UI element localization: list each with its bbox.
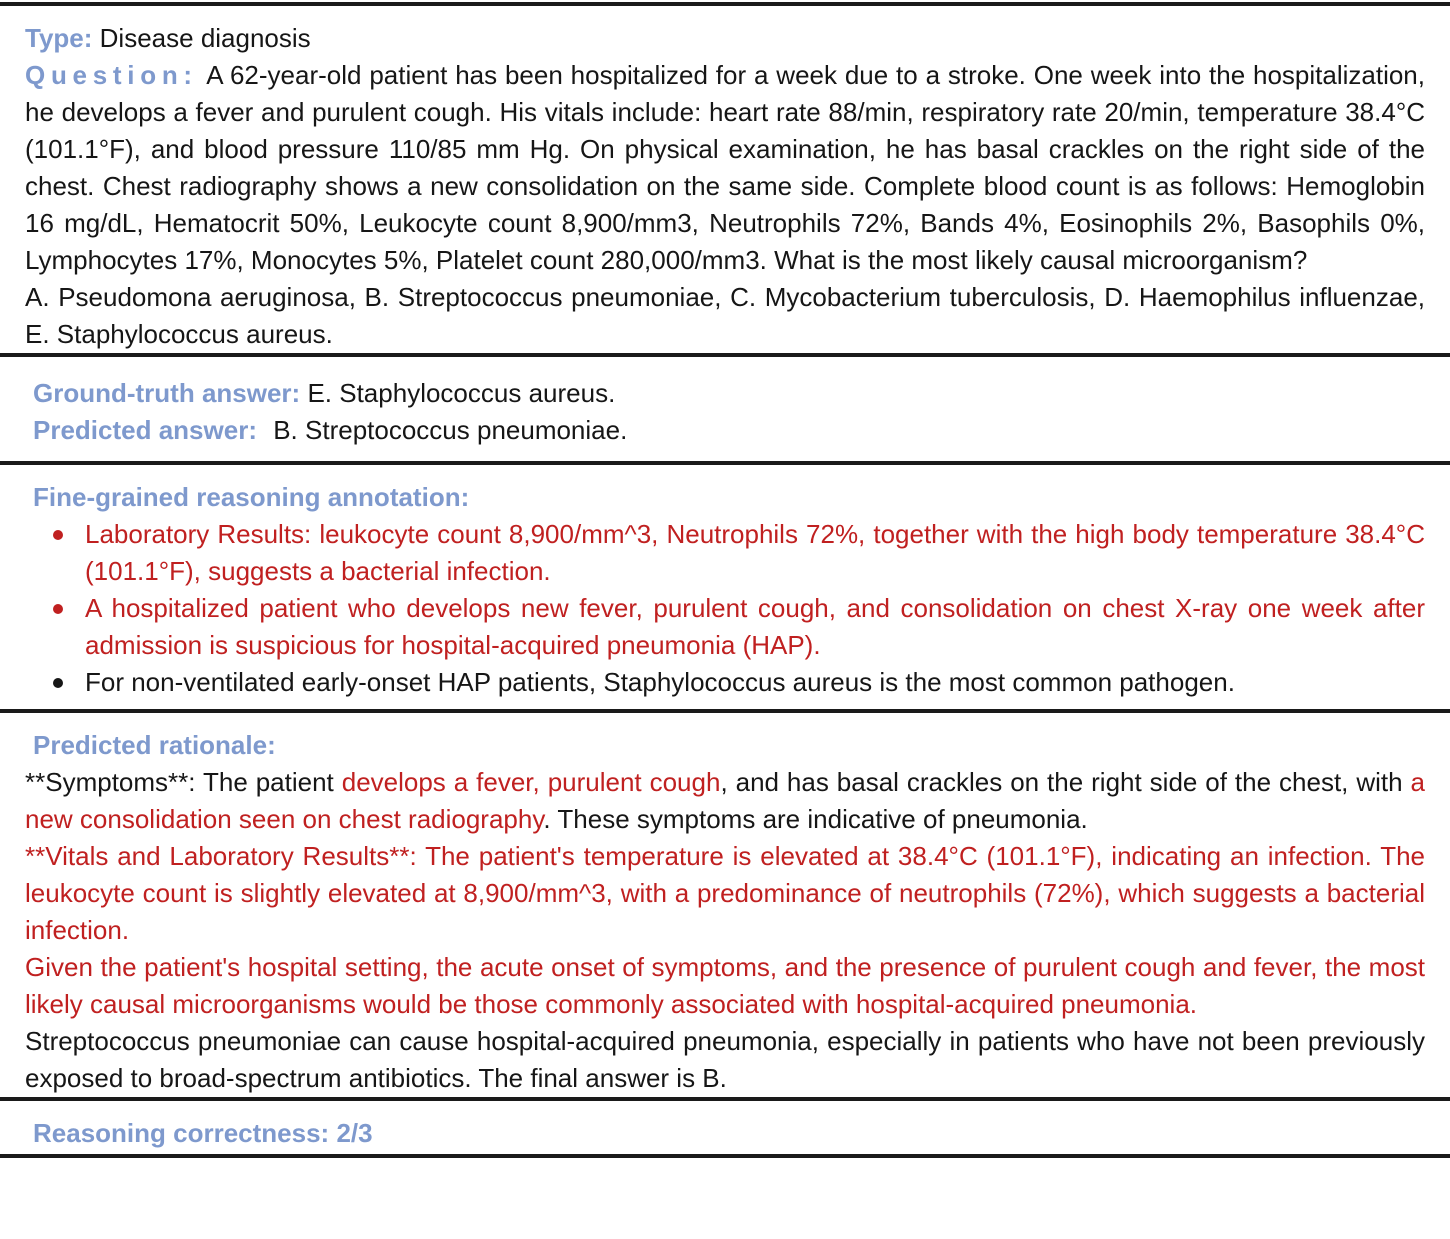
- type-label: Type:: [25, 23, 93, 53]
- annotation-bullet-3: [25, 664, 1425, 701]
- question-label: Question:: [25, 60, 198, 90]
- annotation-bullet-2-text: A hospitalized patient who develops new fever, purulent cough, and consolidation on chest X-ray one week after admission is suspicious for hospital-acquired pneumonia (HAP).: [85, 593, 1425, 660]
- annotation-section: [0, 465, 1450, 709]
- rationale-header: [25, 727, 1425, 764]
- annotation-bullet-list: [25, 516, 1425, 701]
- correctness-value: 2/3: [336, 1118, 373, 1148]
- rationale-paragraph-3: Given the patient's hospital setting, the acute onset of symptoms, and the presence of purulent cough and fever, the most likely causal microorganisms would be those commonly associated with hospital-acquired pneumonia.: [25, 952, 1425, 1019]
- annotation-bullet-3-text: For non-ventilated early-onset HAP patients, Staphylococcus aureus is the most common pathogen.: [85, 667, 1235, 697]
- ground-truth-value: E. Staphylococcus aureus.: [307, 378, 616, 408]
- predicted-answer-label: Predicted answer:: [33, 415, 257, 445]
- rationale-p1-seg1: **Symptoms**: The patient: [25, 767, 342, 797]
- answers-section: [0, 357, 1450, 461]
- annotation-bullet-1: [25, 516, 1425, 590]
- separator-bottom: [0, 1154, 1450, 1158]
- rationale-p1-seg3: , and has basal crackles on the right side of the chest, with: [720, 767, 1411, 797]
- annotation-bullet-2: [25, 590, 1425, 664]
- rationale-p1-seg4: a new consolidation seen on chest radiography: [25, 767, 1425, 834]
- rationale-p1-seg5: . These symptoms are indicative of pneumonia.: [543, 804, 1088, 834]
- predicted-answer-value: B. Streptococcus pneumoniae.: [273, 415, 628, 445]
- annotation-bullet-1-text: Laboratory Results: leukocyte count 8,900/mm^3, Neutrophils 72%, together with the high body temperature 38.4°C (101.1°F), suggests a bacterial infection.: [85, 519, 1425, 586]
- rationale-label: Predicted rationale:: [33, 730, 276, 760]
- type-value: Disease diagnosis: [99, 23, 311, 53]
- question-text: A 62-year-old patient has been hospitalized for a week due to a stroke. One week into the hospitalization, he develops a fever and purulent cough. His vitals include: heart rate 88/min, respiratory rate 20/min, temperature 38.4°C (101.1°F), and blood pressure 110/85 mm Hg. On physical examination, he has basal crackles on the right side of the chest. Chest radiography shows a new consolidation on the same side. Complete blood count is as follows: Hemoglobin 16 mg/dL, Hematocrit 50%, Leukocyte count 8,900/mm3, Neutrophils 72%, Bands 4%, Eosinophils 2%, Basophils 0%, Lymphocytes 17%, Monocytes 5%, Platelet count 280,000/mm3. What is the most likely causal microorganism?: [25, 60, 1425, 275]
- rationale-paragraph-4: Streptococcus pneumoniae can cause hospital-acquired pneumonia, especially in patients who have not been previously exposed to broad-spectrum antibiotics. The final answer is B.: [25, 1026, 1425, 1093]
- answer-options: A. Pseudomona aeruginosa, B. Streptococcus pneumoniae, C. Mycobacterium tuberculosis, D. Haemophilus influenzae, E. Staphylococcus aureus.: [25, 282, 1425, 349]
- correctness-row: [33, 1115, 1425, 1152]
- question-paragraph: [25, 57, 1425, 279]
- bullet-dot-icon: [53, 530, 63, 540]
- ground-truth-row: [25, 375, 1425, 412]
- correctness-label: Reasoning correctness:: [33, 1118, 330, 1148]
- rationale-paragraph-1: [25, 764, 1425, 838]
- bullet-dot-icon: [53, 604, 63, 614]
- rationale-paragraph-2: **Vitals and Laboratory Results**: The patient's temperature is elevated at 38.4°C (101.1°F), indicating an infection. The leukocyte count is slightly elevated at 8,900/mm^3, with a predominance of neutrophils (72%), which suggests a bacterial infection.: [25, 841, 1425, 945]
- annotation-label: Fine-grained reasoning annotation:: [33, 482, 470, 512]
- rationale-p1-seg2: develops a fever, purulent cough: [341, 767, 721, 797]
- rationale-section: [0, 713, 1450, 1097]
- annotation-header: [25, 479, 1425, 516]
- question-section: [0, 6, 1450, 353]
- bullet-dot-icon: [53, 678, 63, 688]
- type-row: [25, 20, 1425, 57]
- predicted-answer-row: [25, 412, 1425, 449]
- ground-truth-label: Ground-truth answer:: [33, 378, 301, 408]
- correctness-section: [0, 1101, 1450, 1154]
